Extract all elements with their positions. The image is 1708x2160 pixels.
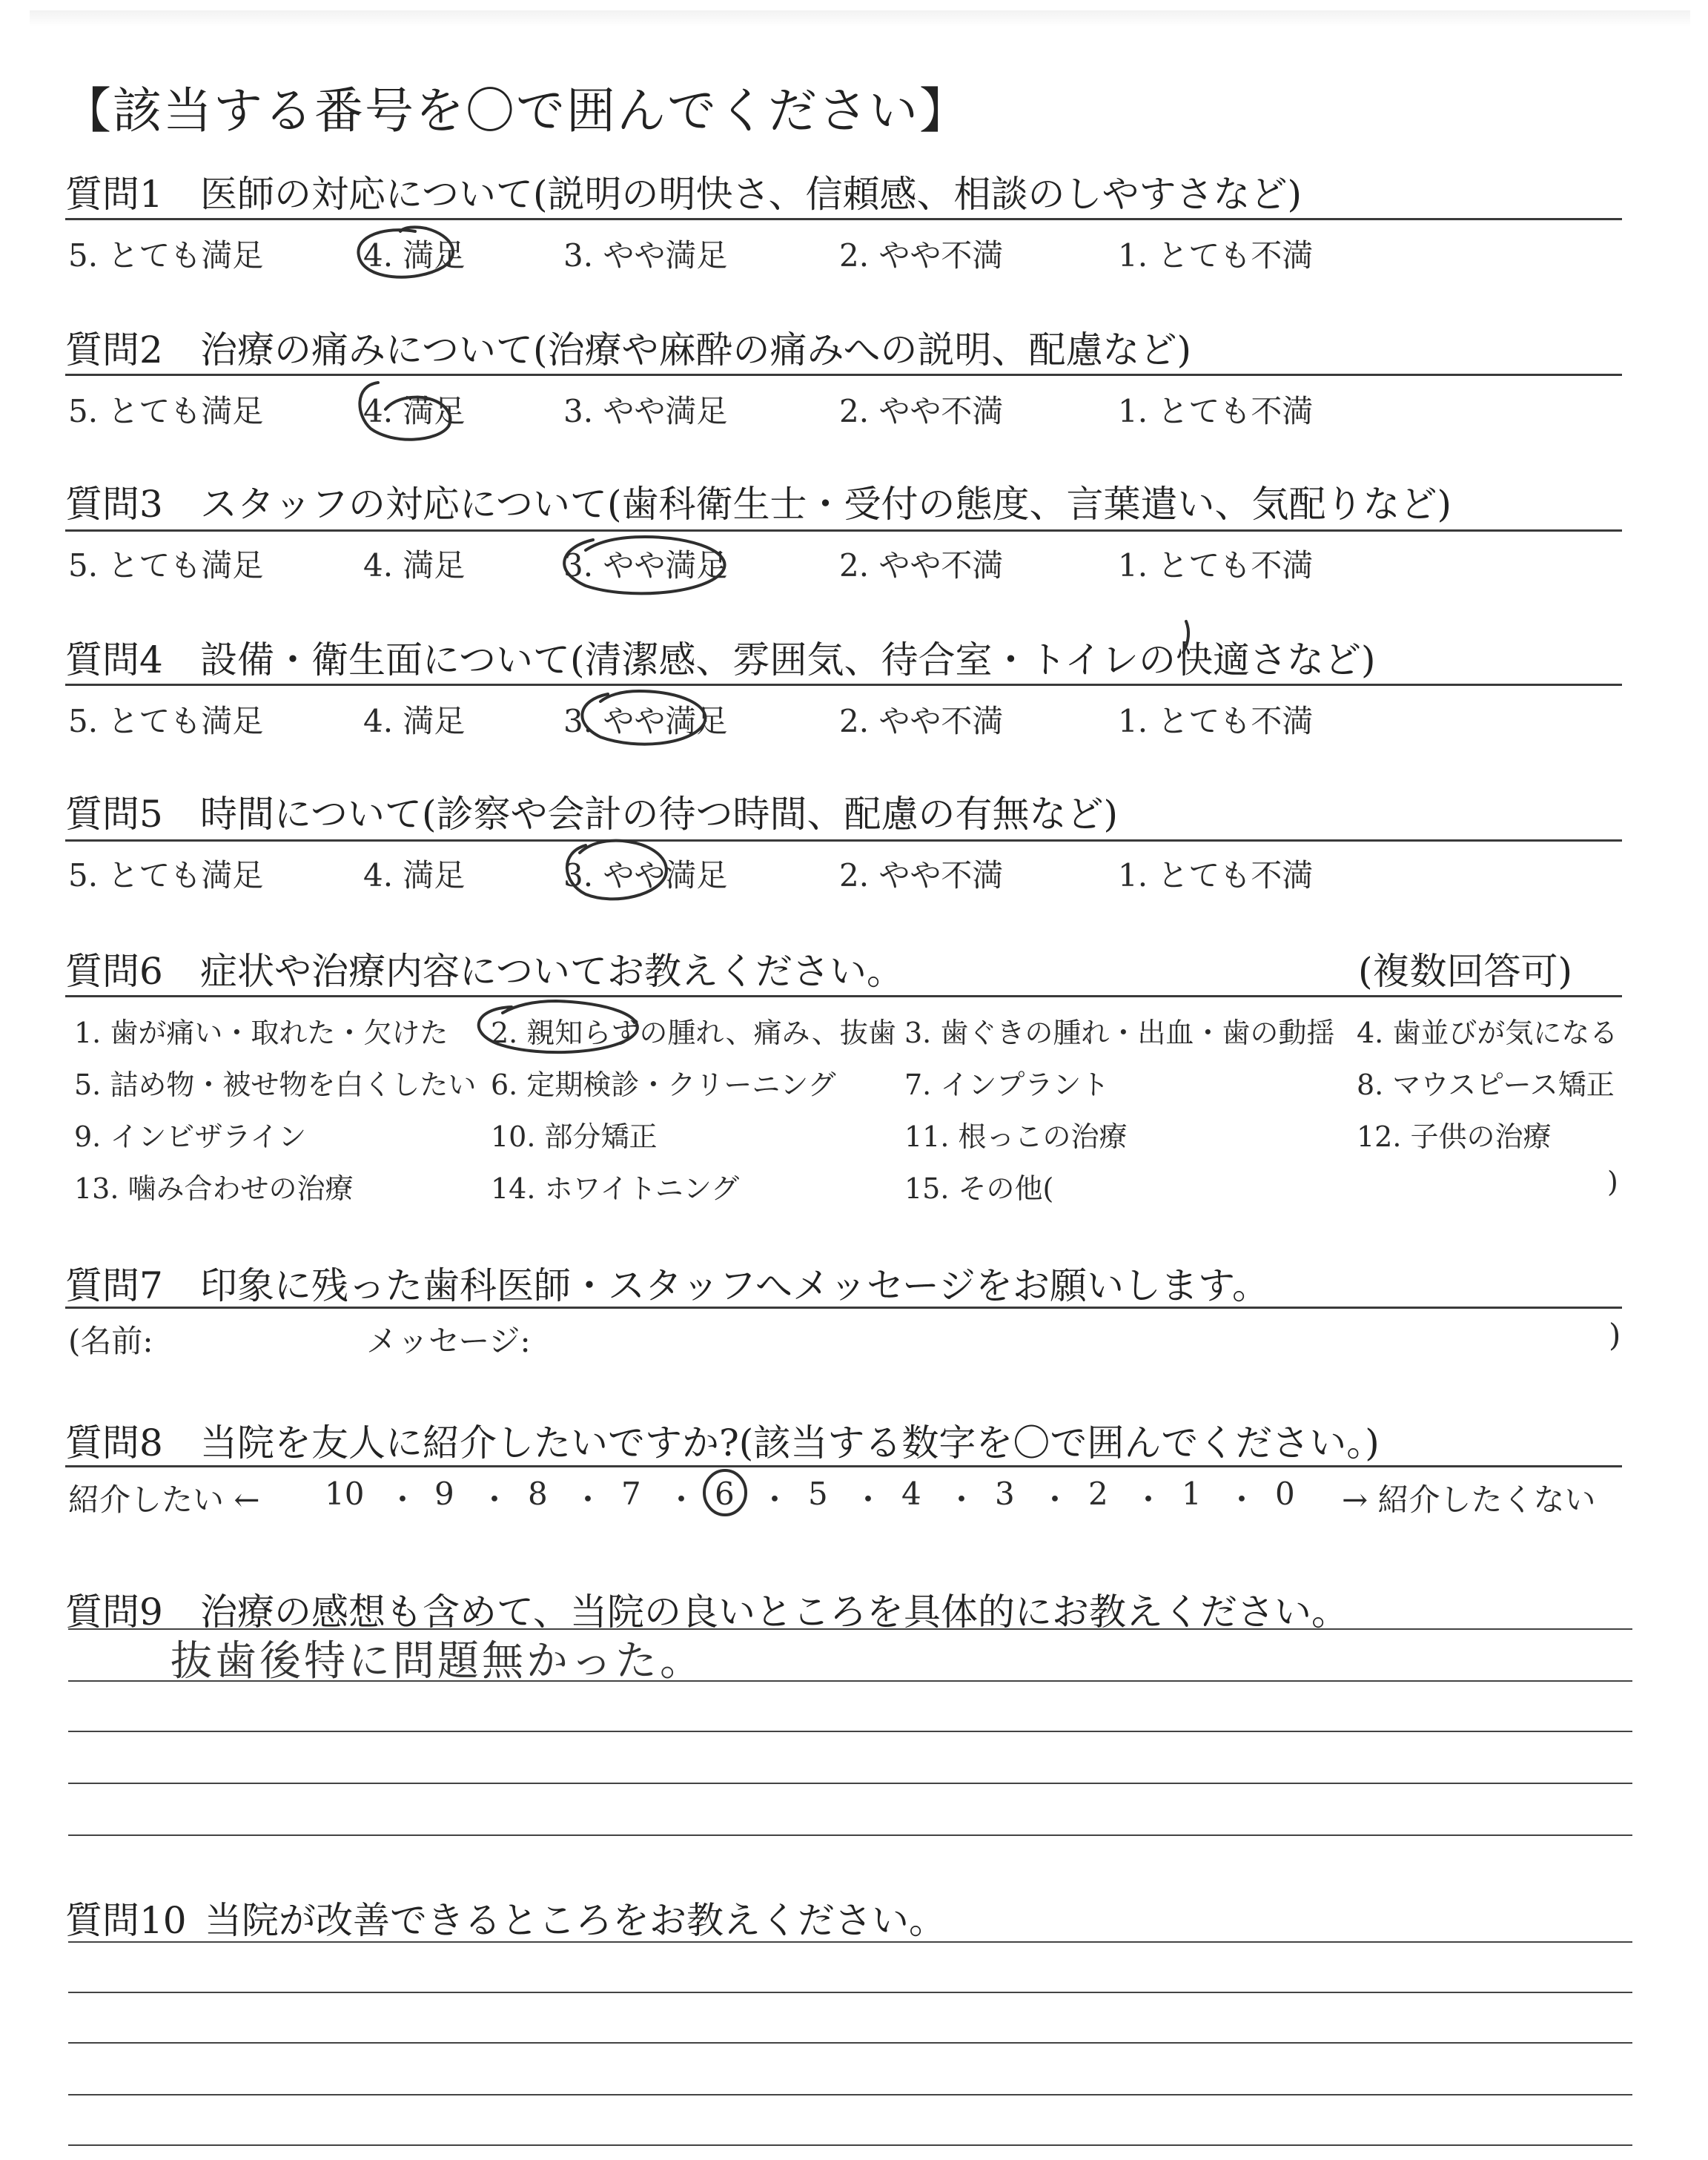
score-4[interactable]: 4 [901,1476,921,1512]
option-5[interactable]: 5. とても満足 [68,237,264,274]
writing-line [68,1941,1632,1943]
option-3[interactable]: 3. やや満足 [563,237,728,274]
question-label: 質問10 [65,1899,187,1942]
question-text: 治療の痛みについて(治療や麻酔の痛みへの説明、配慮など) [200,328,1192,371]
score-dot: ・ [572,1482,604,1518]
treatment-option-10[interactable]: 10. 部分矯正 [491,1120,658,1153]
rule [65,218,1622,220]
score-dot: ・ [853,1482,884,1518]
option-2[interactable]: 2. やや不満 [839,703,1004,739]
writing-line [68,2094,1632,2095]
score-9[interactable]: 9 [434,1476,454,1512]
writing-line [68,1834,1632,1836]
option-4[interactable]: 4. 満足 [363,857,466,894]
option-1[interactable]: 1. とても不満 [1118,237,1314,274]
rule [65,529,1622,532]
message-close-paren: ) [1609,1317,1621,1353]
treatment-option-12[interactable]: 12. 子供の治療 [1357,1120,1552,1153]
option-1[interactable]: 1. とても不満 [1118,703,1314,739]
treatment-option-13[interactable]: 13. 噛み合わせの治療 [74,1172,354,1205]
writing-line [68,1731,1632,1732]
question-label: 質問8 [65,1421,163,1464]
option-3[interactable]: 3. やや満足 [563,703,728,739]
rule [65,839,1622,842]
option-4[interactable]: 4. 満足 [363,703,466,739]
writing-line [68,2144,1632,2146]
writing-line [68,1680,1632,1682]
question-label: 質問1 [65,173,163,216]
rule [65,995,1622,997]
score-7[interactable]: 7 [621,1476,641,1512]
treatment-option-3[interactable]: 3. 歯ぐきの腫れ・出血・歯の動揺 [904,1017,1335,1049]
score-10[interactable]: 10 [325,1476,365,1512]
recommend-right-label: → 紹介したくない [1342,1482,1596,1518]
treatment-option-2[interactable]: 2. 親知らずの腫れ、痛み、抜歯 [491,1017,896,1049]
option-5[interactable]: 5. とても満足 [68,393,264,429]
option-1[interactable]: 1. とても不満 [1118,547,1314,584]
option-3[interactable]: 3. やや満足 [563,547,728,584]
option-2[interactable]: 2. やや不満 [839,547,1004,584]
name-label: (名前: [68,1323,153,1359]
question-text: 当院を友人に紹介したいですか?(該当する数字を〇で囲んでください。) [200,1421,1380,1464]
message-label: メッセージ: [366,1323,531,1359]
question-text: 印象に残った歯科医師・スタッフへメッセージをお願いします。 [200,1264,1269,1307]
option-1[interactable]: 1. とても不満 [1118,393,1314,429]
treatment-option-5[interactable]: 5. 詰め物・被せ物を白くしたい [74,1069,477,1101]
recommend-left-label: 紹介したい ← [68,1482,260,1518]
multiple-answer-note: (複数回答可) [1358,950,1573,993]
question-label: 質問3 [65,483,163,526]
other-close-paren: ) [1607,1166,1618,1198]
question-text: スタッフの対応について(歯科衛生士・受付の態度、言葉遣い、気配りなど) [200,483,1452,526]
question-text: 時間について(診察や会計の待つ時間、配慮の有無など) [200,793,1119,836]
handwritten-answer[interactable]: 抜歯後特に問題無かった。 [171,1637,704,1685]
question-label: 質問5 [65,793,163,836]
option-3[interactable]: 3. やや満足 [563,393,728,429]
option-3[interactable]: 3. やや満足 [563,857,728,894]
option-2[interactable]: 2. やや不満 [839,237,1004,274]
option-5[interactable]: 5. とても満足 [68,703,264,739]
treatment-option-6[interactable]: 6. 定期検診・クリーニング [491,1069,836,1101]
page-heading: 【該当する番号を〇で囲んでください】 [62,82,970,139]
score-dot: ・ [1226,1482,1258,1518]
score-3[interactable]: 3 [995,1476,1015,1512]
option-5[interactable]: 5. とても満足 [68,857,264,894]
treatment-option-11[interactable]: 11. 根っこの治療 [904,1120,1128,1153]
option-4[interactable]: 4. 満足 [363,393,466,429]
score-dot: ・ [759,1482,791,1518]
paper-top-edge [30,10,1690,27]
score-dot: ・ [666,1482,698,1518]
score-5[interactable]: 5 [808,1476,828,1512]
option-1[interactable]: 1. とても不満 [1118,857,1314,894]
question-label: 質問4 [65,638,163,681]
rule [65,1307,1622,1309]
question-text: 当院が改善できるところをお教えください。 [205,1899,946,1942]
rule [65,1465,1622,1467]
question-label: 質問7 [65,1264,163,1307]
score-dot: ・ [1039,1482,1071,1518]
score-0[interactable]: 0 [1275,1476,1295,1512]
option-2[interactable]: 2. やや不満 [839,857,1004,894]
writing-line [68,2042,1632,2044]
option-4[interactable]: 4. 満足 [363,237,466,274]
rule [65,374,1622,376]
score-1[interactable]: 1 [1182,1476,1202,1512]
score-dot: ・ [1133,1482,1165,1518]
treatment-option-9[interactable]: 9. インビザライン [74,1120,307,1153]
option-2[interactable]: 2. やや不満 [839,393,1004,429]
treatment-option-8[interactable]: 8. マウスピース矯正 [1357,1069,1615,1101]
treatment-option-7[interactable]: 7. インプラント [904,1069,1110,1101]
option-4[interactable]: 4. 満足 [363,547,466,584]
rule [65,684,1622,686]
question-text: 医師の対応について(説明の明快さ、信頼感、相談のしやすさなど) [200,173,1302,216]
option-5[interactable]: 5. とても満足 [68,547,264,584]
score-dot: ・ [387,1482,419,1518]
treatment-option-15[interactable]: 15. その他( [904,1172,1054,1205]
question-text: 治療の感想も含めて、当院の良いところを具体的にお教えください。 [200,1591,1348,1634]
treatment-option-14[interactable]: 14. ホワイトニング [491,1172,740,1205]
score-dot: ・ [479,1482,511,1518]
writing-line [68,1992,1632,1993]
question-label: 質問2 [65,328,163,371]
score-6[interactable]: 6 [715,1476,735,1512]
score-dot: ・ [946,1482,978,1518]
question-text: 症状や治療内容についてお教えください。 [200,950,904,993]
question-text: 設備・衛生面について(清潔感、雰囲気、待合室・トイレの快適さなど) [200,638,1376,681]
treatment-option-1[interactable]: 1. 歯が痛い・取れた・欠けた [74,1017,448,1049]
writing-line [68,1783,1632,1784]
question-label: 質問6 [65,950,163,993]
question-label: 質問9 [65,1591,163,1634]
score-8[interactable]: 8 [528,1476,548,1512]
treatment-option-4[interactable]: 4. 歯並びが気になる [1357,1017,1618,1049]
score-2[interactable]: 2 [1088,1476,1108,1512]
